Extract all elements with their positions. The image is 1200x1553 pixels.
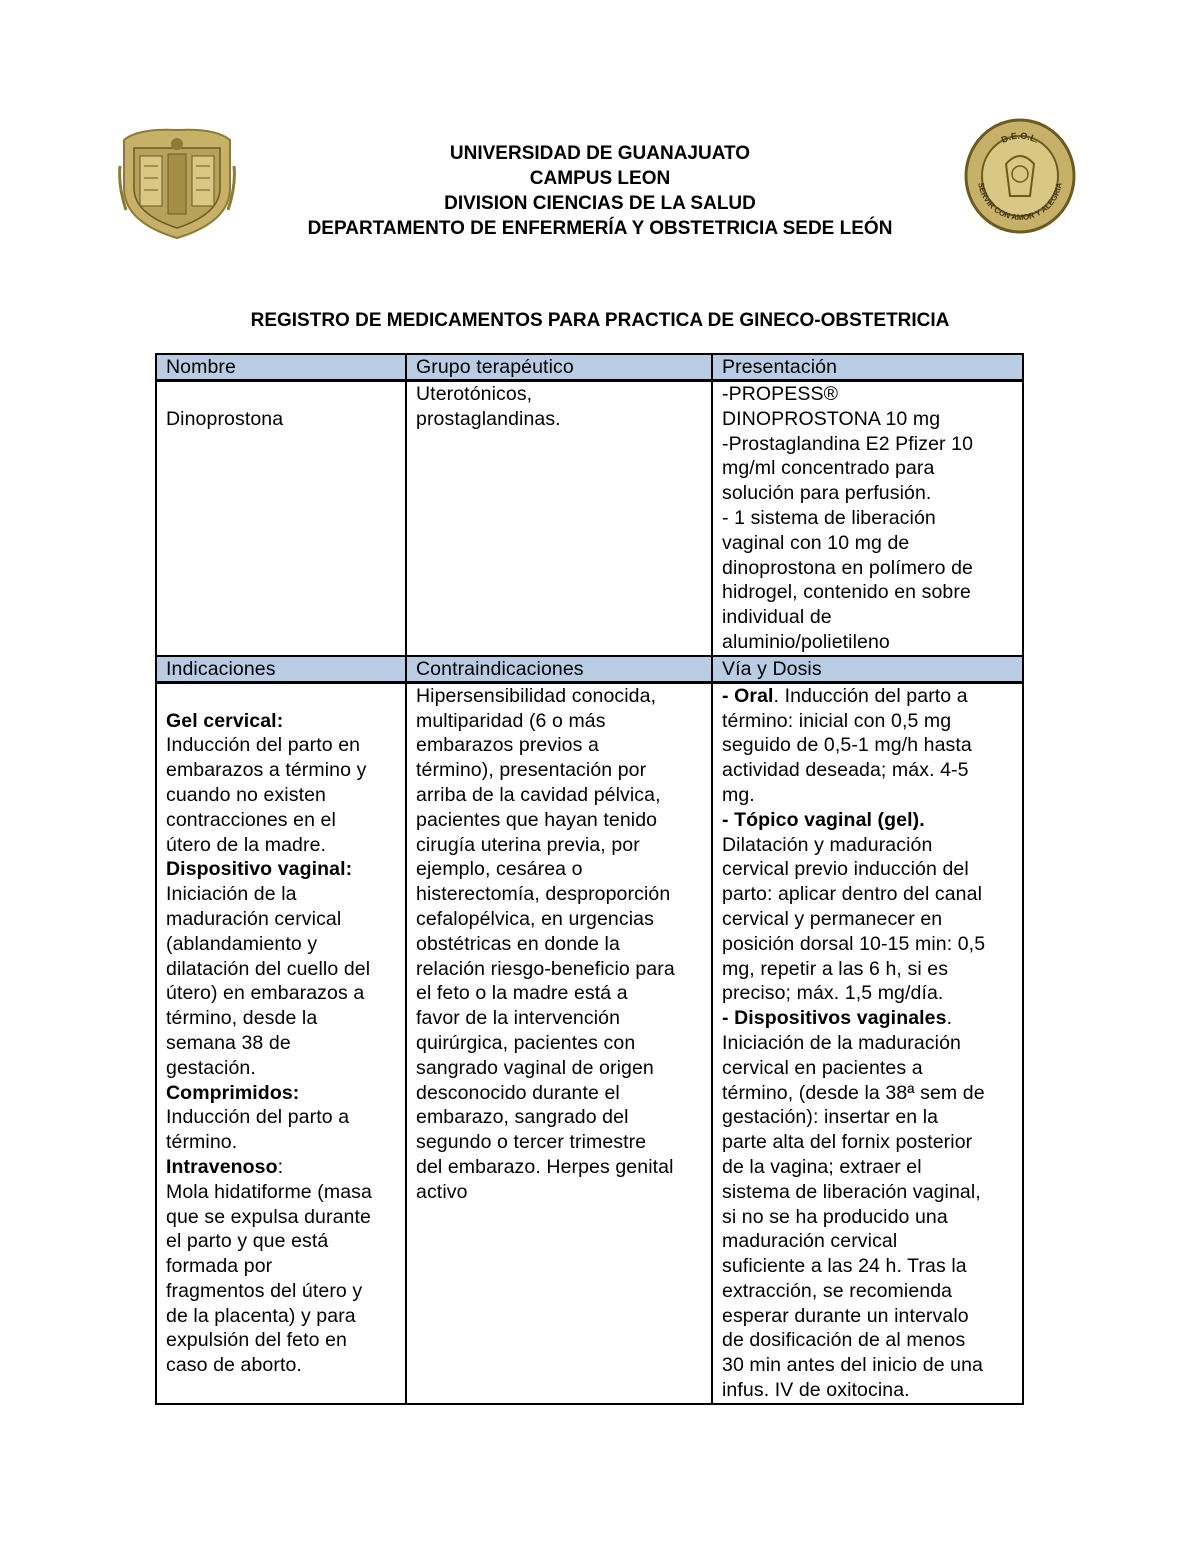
contraindicacion-line: relación riesgo-beneficio para bbox=[416, 957, 675, 980]
indicacion-line: Inducción del parto en bbox=[166, 734, 361, 757]
indicacion-line: caso de aborto. bbox=[166, 1354, 302, 1377]
contraindicacion-line: término), presentación por bbox=[416, 759, 647, 782]
intravenoso-heading bbox=[166, 1155, 396, 1180]
table-header-row bbox=[156, 354, 1023, 381]
contraindicacion-line: del embarazo. Herpes genital bbox=[416, 1155, 674, 1178]
indicacion-line: Iniciación de la bbox=[166, 883, 297, 906]
contraindicacion-line: segundo o tercer trimestre bbox=[416, 1131, 647, 1154]
indicacion-line: semana 38 de bbox=[166, 1031, 291, 1054]
indicacion-line: expulsión del feto en bbox=[166, 1329, 347, 1352]
dosis-line: término, (desde la 38ª sem de bbox=[722, 1081, 985, 1104]
grupo-line: prostaglandinas. bbox=[416, 407, 561, 430]
indicacion-line: (ablandamiento y bbox=[166, 932, 318, 955]
header-campus: CAMPUS LEON bbox=[529, 168, 671, 189]
table-row bbox=[156, 381, 1023, 656]
oral-heading bbox=[722, 684, 1013, 709]
gel-cervical-label: Gel cervical: bbox=[166, 709, 284, 732]
dosis-line: parte alta del fornix posterior bbox=[722, 1131, 973, 1154]
presentacion-line: -PROPESS® bbox=[722, 383, 839, 405]
indicacion-line: término, desde la bbox=[166, 1007, 318, 1030]
document-title: REGISTRO DE MEDICAMENTOS PARA PRACTICA DE GINECO-OBSTETRICIA bbox=[250, 310, 950, 331]
dosis-line: mg. bbox=[722, 783, 755, 806]
presentacion-line: -Prostaglandina E2 Pfizer 10 bbox=[722, 432, 974, 455]
cell-indicaciones bbox=[156, 682, 406, 1404]
presentacion-line: hidrogel, contenido en sobre bbox=[722, 581, 971, 604]
contraindicacion-line: embarazo, sangrado del bbox=[416, 1106, 629, 1129]
dosis-line: maduración cervical bbox=[722, 1230, 898, 1253]
oral-first-line: . Inducción del parto a bbox=[773, 684, 968, 707]
dosis-line: de dosificación de al menos bbox=[722, 1329, 966, 1352]
contraindicacion-line: pacientes que hayan tenido bbox=[416, 808, 658, 831]
dosis-line: suficiente a las 24 h. Tras la bbox=[722, 1255, 967, 1278]
dispositivo-vaginal-label: Dispositivo vaginal: bbox=[166, 858, 353, 881]
contraindicacion-line: activo bbox=[416, 1180, 468, 1203]
header-via-dosis: Vía y Dosis bbox=[712, 656, 1023, 683]
dispositivos-dot: . bbox=[946, 1007, 953, 1030]
header-contraindicaciones: Contraindicaciones bbox=[406, 656, 712, 683]
contraindicacion-line: cirugía uterina previa, por bbox=[416, 833, 640, 856]
indicacion-line: maduración cervical bbox=[166, 907, 342, 930]
table-header-row bbox=[156, 656, 1023, 683]
svg-text:SERVIR CON AMOR Y ALEGRIA: SERVIR CON AMOR Y ALEGRIA bbox=[976, 181, 1064, 223]
institution-header bbox=[200, 141, 1000, 241]
presentacion-line: mg/ml concentrado para bbox=[722, 457, 935, 480]
header-indicaciones: Indicaciones bbox=[156, 656, 406, 683]
cell-presentacion bbox=[712, 381, 1023, 656]
dosis-line: cervical previo inducción del bbox=[722, 858, 969, 881]
dosis-line: extracción, se recomienda bbox=[722, 1279, 953, 1302]
medication-table bbox=[155, 353, 1024, 1405]
header-division: DIVISION CIENCIAS DE LA SALUD bbox=[444, 193, 756, 214]
cell-nombre bbox=[156, 381, 406, 656]
indicacion-line: cuando no existen bbox=[166, 783, 326, 806]
presentacion-line: solución para perfusión. bbox=[722, 482, 932, 505]
presentacion-line: dinoprostona en polímero de bbox=[722, 556, 973, 579]
indicacion-line: fragmentos del útero y bbox=[166, 1279, 363, 1302]
contraindicacion-line: sangrado vaginal de origen bbox=[416, 1056, 654, 1079]
drug-name: Dinoprostona bbox=[166, 407, 284, 430]
presentacion-line: vaginal con 10 mg de bbox=[722, 531, 910, 554]
dosis-line: Iniciación de la maduración bbox=[722, 1031, 962, 1054]
contraindicacion-line: favor de la intervención bbox=[416, 1007, 621, 1030]
dosis-line: si no se ha producido una bbox=[722, 1205, 948, 1228]
dispositivos-vaginales-label: - Dispositivos vaginales bbox=[722, 1007, 947, 1030]
dosis-line: gestación): insertar en la bbox=[722, 1106, 939, 1129]
dosis-line: parto: aplicar dentro del canal bbox=[722, 883, 983, 906]
svg-text:D.E.O.L.: D.E.O.L. bbox=[999, 130, 1041, 146]
indicacion-line: de la placenta) y para bbox=[166, 1304, 356, 1327]
indicacion-line: embarazos a término y bbox=[166, 759, 367, 782]
table-row bbox=[156, 682, 1023, 1404]
contraindicacion-line: arriba de la cavidad pélvica, bbox=[416, 783, 661, 806]
presentacion-line: individual de bbox=[722, 606, 832, 629]
indicacion-line: útero) en embarazos a bbox=[166, 982, 365, 1005]
topico-vaginal-label: - Tópico vaginal (gel). bbox=[722, 808, 925, 831]
dosis-line: actividad deseada; máx. 4-5 bbox=[722, 759, 969, 782]
oral-label: - Oral bbox=[722, 684, 774, 707]
grupo-line: Uterotónicos, bbox=[416, 383, 533, 405]
header-presentacion: Presentación bbox=[712, 354, 1023, 381]
indicacion-line: el parto y que está bbox=[166, 1230, 329, 1253]
dosis-line: preciso; máx. 1,5 mg/día. bbox=[722, 982, 944, 1005]
comprimidos-label: Comprimidos: bbox=[166, 1081, 300, 1104]
header-grupo-terapeutico: Grupo terapéutico bbox=[406, 354, 712, 381]
contraindicacion-line: obstétricas en donde la bbox=[416, 932, 620, 955]
dosis-line: cervical en pacientes a bbox=[722, 1056, 923, 1079]
dosis-line: Dilatación y maduración bbox=[722, 833, 933, 856]
cell-grupo bbox=[406, 381, 712, 656]
contraindicacion-line: multiparidad (6 o más bbox=[416, 709, 606, 732]
dispositivos-vaginales-heading bbox=[722, 1006, 1013, 1031]
dosis-line: esperar durante un intervalo bbox=[722, 1304, 969, 1327]
dosis-line: mg, repetir a las 6 h, si es bbox=[722, 957, 949, 980]
cell-via-dosis bbox=[712, 682, 1023, 1404]
intravenoso-label: Intravenoso bbox=[166, 1155, 278, 1178]
header-university: UNIVERSIDAD DE GUANAJUATO bbox=[449, 143, 751, 164]
header-department: DEPARTAMENTO DE ENFERMERÍA Y OBSTETRICIA SEDE LEÓN bbox=[307, 218, 893, 239]
presentacion-line: DINOPROSTONA 10 mg bbox=[722, 407, 941, 430]
contraindicacion-line: quirúrgica, pacientes con bbox=[416, 1031, 636, 1054]
indicacion-line: contracciones en el bbox=[166, 808, 336, 831]
dosis-line: sistema de liberación vaginal, bbox=[722, 1180, 981, 1203]
contraindicacion-line: histerectomía, desproporción bbox=[416, 883, 671, 906]
dosis-line: término: inicial con 0,5 mg bbox=[722, 709, 952, 732]
dosis-line: 30 min antes del inicio de una bbox=[722, 1354, 984, 1377]
cell-contraindicaciones bbox=[406, 682, 712, 1404]
presentacion-line: aluminio/polietileno bbox=[722, 630, 890, 653]
dosis-line: cervical y permanecer en bbox=[722, 907, 943, 930]
indicacion-line: término. bbox=[166, 1131, 238, 1154]
contraindicacion-line: cefalopélvica, en urgencias bbox=[416, 907, 654, 930]
contraindicacion-line: desconocido durante el bbox=[416, 1081, 620, 1104]
dosis-line: de la vagina; extraer el bbox=[722, 1155, 922, 1178]
indicacion-line: dilatación del cuello del bbox=[166, 957, 371, 980]
header-nombre: Nombre bbox=[156, 354, 406, 381]
indicacion-line: Inducción del parto a bbox=[166, 1106, 350, 1129]
indicacion-line: Mola hidatiforme (masa bbox=[166, 1180, 372, 1203]
contraindicacion-line: Hipersensibilidad conocida, bbox=[416, 684, 657, 707]
intravenoso-colon: : bbox=[277, 1155, 284, 1178]
dosis-line: seguido de 0,5-1 mg/h hasta bbox=[722, 734, 972, 757]
indicacion-line: gestación. bbox=[166, 1056, 256, 1079]
contraindicacion-line: ejemplo, cesárea o bbox=[416, 858, 583, 881]
indicacion-line: útero de la madre. bbox=[166, 833, 327, 856]
indicacion-line: formada por bbox=[166, 1255, 273, 1278]
contraindicacion-line: embarazos previos a bbox=[416, 734, 599, 757]
presentacion-line: - 1 sistema de liberación bbox=[722, 506, 936, 529]
contraindicacion-line: el feto o la madre está a bbox=[416, 982, 628, 1005]
dosis-line: infus. IV de oxitocina. bbox=[722, 1379, 910, 1402]
dosis-line: posición dorsal 10-15 min: 0,5 bbox=[722, 932, 986, 955]
indicacion-line: que se expulsa durante bbox=[166, 1205, 371, 1228]
